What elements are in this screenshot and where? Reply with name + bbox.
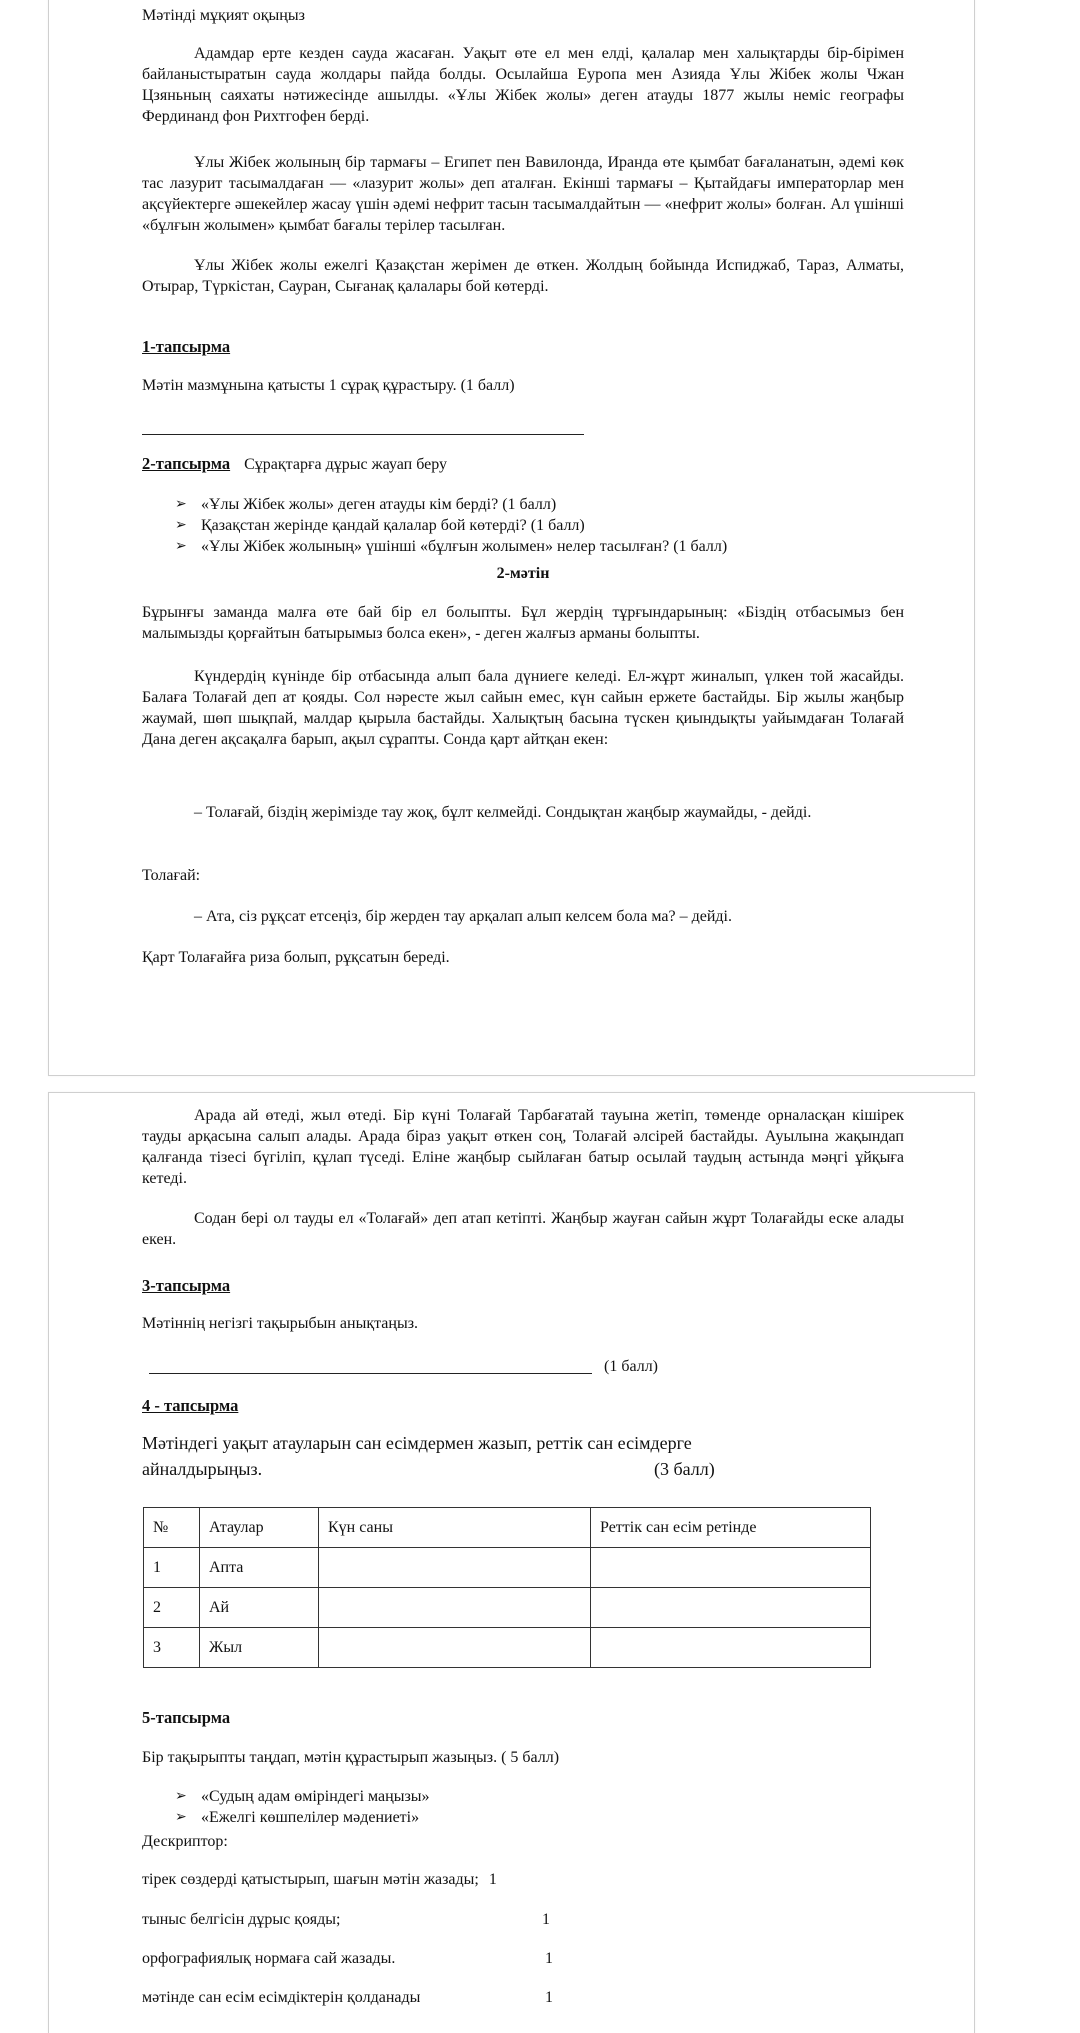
paragraph: – Ата, сіз рұқсат етсеңіз, бір жерден тау арқалап алып келсем бола ма? – дейді. xyxy=(194,908,732,925)
list-item: ➢ «Ұлы Жібек жолының» үшінші «бұлғын жолымен» нелер тасылған? (1 балл) xyxy=(175,536,915,557)
task3-points: (1 балл) xyxy=(604,1358,659,1375)
paragraph: Қарт Толағайға риза болып, рұқсатын береді. xyxy=(142,949,450,966)
list-item: ➢ Қазақстан жерінде қандай қалалар бой көтерді? (1 балл) xyxy=(175,515,915,536)
descriptor-row xyxy=(142,1871,497,1889)
answer-line[interactable] xyxy=(149,1373,592,1374)
table-row xyxy=(144,1628,871,1668)
task3-text: Мәтіннің негізгі тақырыбын анықтаңыз. xyxy=(142,1315,419,1332)
task2-title xyxy=(142,454,447,474)
list-item: ➢ «Ежелгі көшпелілер мәдениеті» xyxy=(175,1807,775,1828)
column-header: Күн саны xyxy=(319,1508,591,1548)
paragraph: Арада ай өтеді, жыл өтеді. Бір күні Толағай Тарбағатай тауына жетіп, төменде орналасқан кішірек тауды арқасына салып алады. Арада біраз уақыт өткен соң, Толағай әлсірей бастайды. Ауылына жақындап қалғанда тізесі бүгіліп, құлап түседі. Еліне жаңбыр сыйлаған батыр осылай таудың астында мәңгі ұйқыға кетеді. xyxy=(142,1107,904,1187)
table-cell: 1 xyxy=(144,1548,200,1588)
task2-question-list xyxy=(175,494,915,557)
instruction-title: Мәтінді мұқият оқыңыз xyxy=(142,7,305,24)
document-page-1 xyxy=(48,0,975,1076)
column-header: Атаулар xyxy=(200,1508,319,1548)
task4-text: айналдырыңыз. xyxy=(142,1459,263,1479)
paragraph: Толағай: xyxy=(142,867,201,884)
paragraph: – Толағай, біздің жерімізде тау жоқ, бұлт келмейді. Сондықтан жаңбыр жаумайды, - дейді. xyxy=(194,804,812,821)
descriptor-text: тыныс белгісін дұрыс қояды; xyxy=(142,1911,341,1928)
descriptor-title: Дескриптор: xyxy=(142,1833,228,1850)
document-page-2 xyxy=(48,1092,975,2033)
time-names-table xyxy=(143,1507,871,1668)
table-cell: Ай xyxy=(200,1588,319,1628)
task2-heading: 2-тапсырма xyxy=(142,454,231,473)
table-cell: 3 xyxy=(144,1628,200,1668)
column-header: № xyxy=(144,1508,200,1548)
task1-heading: 1-тапсырма xyxy=(142,337,231,356)
task4-heading: 4 - тапсырма xyxy=(142,1396,239,1415)
table-cell: Жыл xyxy=(200,1628,319,1668)
descriptor-row xyxy=(142,1950,562,1968)
paragraph: Бұрынғы заманда малға өте бай бір ел болыпты. Бұл жердің тұрғындарының: «Біздің отбасымыз бен малымызды қорғайтын батырымыз болса екен», - деген жалғыз арманы болыпты. xyxy=(142,604,904,642)
answer-line[interactable] xyxy=(142,434,584,435)
column-header: Реттік сан есім ретінде xyxy=(591,1508,871,1548)
task2-subtitle: Сұрақтарға дұрыс жауап беру xyxy=(244,456,448,473)
paragraph: Содан бері ол тауды ел «Толағай» деп атап кетіпті. Жаңбыр жауған сайын жұрт Толағайды еске алады екен. xyxy=(142,1210,904,1248)
descriptor-score: 1 xyxy=(488,1871,497,1888)
task1-text: Мәтін мазмұнына қатысты 1 сұрақ құрастыру. (1 балл) xyxy=(142,377,515,394)
descriptor-score: 1 xyxy=(545,1950,553,1967)
list-item: ➢ «Судың адам өміріндегі маңызы» xyxy=(175,1786,775,1807)
task4-text: Мәтіндегі уақыт атауларын сан есімдермен жазып, реттік сан есімдерге xyxy=(142,1433,692,1453)
table-row xyxy=(144,1548,871,1588)
table-cell-answer[interactable] xyxy=(591,1588,871,1628)
descriptor-row xyxy=(142,1989,562,2007)
descriptor-text: орфографиялық нормаға сай жазады. xyxy=(142,1950,396,1967)
task4-points: (3 балл) xyxy=(654,1459,715,1479)
paragraph: Адамдар ерте кезден сауда жасаған. Уақыт өте ел мен елді, қалалар мен халықтарды бір-бірімен байланыстыратын сауда жолдары пайда болды. Осылайша Еуропа мен Азияда Ұлы Жібек жолы Чжан Цзяньның саяхаты нәтижесінде ашылды. «Ұлы Жібек жолы» деген атауды 1877 жылы неміс географы Фердинанд фон Рихтгофен берді. xyxy=(142,45,904,125)
paragraph: Ұлы Жібек жолы ежелгі Қазақстан жерімен де өткен. Жолдың бойында Испиджаб, Тараз, Алматы, Отырар, Түркістан, Сауран, Сығанақ қалалары бой көтерді. xyxy=(142,257,904,295)
task3-heading: 3-тапсырма xyxy=(142,1276,231,1295)
table-header-row xyxy=(144,1508,871,1548)
table-cell-answer[interactable] xyxy=(319,1588,591,1628)
table-cell-answer[interactable] xyxy=(591,1548,871,1588)
text2-title: 2-мәтін xyxy=(496,565,550,582)
descriptor-row xyxy=(142,1911,562,1929)
descriptor-score: 1 xyxy=(545,1989,553,2006)
table-cell-answer[interactable] xyxy=(319,1628,591,1668)
task5-text: Бір тақырыпты таңдап, мәтін құрастырып жазыңыз. ( 5 балл) xyxy=(142,1749,560,1766)
paragraph: Күндердің күнінде бір отбасында алып бала дүниеге келеді. Ел-жұрт жиналып, үлкен той жасайды. Балаға Толағай деп ат қояды. Сол нәресте жыл сайын емес, күн сайын ержете бастайды. Бір жылы жаңбыр жаумай, шөп шықпай, малдар қырыла бастайды. Халықтың басына түскен қиындықты уайымдаған Толағай Дана деген ақсақалға барып, ақыл сұрапты. Сонда қарт айтқан екен: xyxy=(142,668,904,748)
list-item: ➢ «Ұлы Жібек жолы» деген атауды кім берді? (1 балл) xyxy=(175,494,915,515)
table-cell-answer[interactable] xyxy=(319,1548,591,1588)
task5-topic-list xyxy=(175,1786,775,1828)
descriptor-text: мәтінде сан есім есімдіктерін қолданады xyxy=(142,1989,421,2006)
table-cell: Апта xyxy=(200,1548,319,1588)
paragraph: Ұлы Жібек жолының бір тармағы – Египет пен Вавилонда, Иранда өте қымбат бағаланатын, әдемі көк тас лазурит тасымалдаған — «лазурит жолы» деп аталған. Екінші тармағы – Қытайдағы императорлар мен ақсүйектерге әшекейлер жасау үшін әдемі нефрит тасын тасымалдайтын — «нефрит жолы» болған. Ал үшінші «бұлғын жолымен» қымбат бағалы терілер тасылған. xyxy=(142,154,904,234)
table-cell: 2 xyxy=(144,1588,200,1628)
descriptor-score: 1 xyxy=(542,1911,550,1928)
table-row xyxy=(144,1588,871,1628)
descriptor-text: тірек сөздерді қатыстырып, шағын мәтін жазады; xyxy=(142,1871,479,1888)
task5-heading: 5-тапсырма xyxy=(142,1708,231,1727)
table-cell-answer[interactable] xyxy=(591,1628,871,1668)
